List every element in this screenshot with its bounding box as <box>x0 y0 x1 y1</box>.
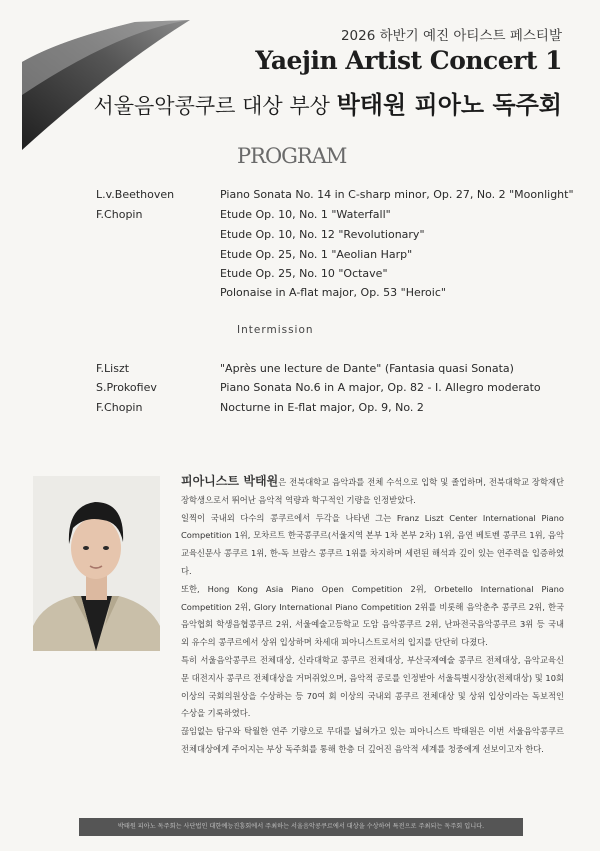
piece-title: Etude Op. 25, No. 1 "Aeolian Harp" <box>220 248 413 261</box>
bio-paragraph: 일찍이 국내외 다수의 콩쿠르에서 두각을 나타낸 그는 Franz Liszt Center International Piano Competition 1위, 모차르트 한국콩쿠르(서울지역 본부 1차 본부 2차) 1위, 음연 베토벤 콩쿠르 1위, 음악교육신문사 콩쿠르 1위, 한-독 브람스 콩쿠르 1위를 차지하며 세련된 해석과 깊이 있는 연주력을 입증하였다. <box>181 512 564 576</box>
composer: L.v.Beethoven <box>96 188 175 201</box>
program-row <box>0 188 600 208</box>
program-row <box>0 362 600 382</box>
program-row <box>0 248 600 268</box>
program-heading: PROGRAM <box>237 144 347 168</box>
program-row <box>0 381 600 401</box>
bio-paragraph: 특히 서울음악콩쿠르 전체대상, 신라대학교 콩쿠르 전체대상, 부산국제예술 콩쿠르 전체대상, 음악교육신문 대전지사 콩쿠르 전체대상을 거머쥐었으며, 음악적 공로를 인정받아 서울특별시장상(전체대상) 및 10회 이상의 국회의원상을 수상하는 등 70여 회 이상의 국내외 콩쿠르 전체대상 및 상위 입상이라는 독보적인 수상을 기록하였다. <box>181 654 564 719</box>
bio-paragraph: 끊임없는 탐구와 탁월한 연주 기량으로 무대를 넓혀가고 있는 피아니스트 박태원은 이번 서울음악콩쿠르 전체대상에게 주어지는 부상 독주회를 통해 한층 더 깊어진 음악적 세계를 청중에게 선보이고자 한다. <box>181 726 564 754</box>
footer-note: 박태원 피아노 독주회는 사단법인 대한예능진흥회에서 주최하는 서울음악콩쿠르에서 대상을 수상하여 특전으로 주최되는 독주회 입니다. <box>79 818 523 836</box>
piece-title: Piano Sonata No. 14 in C-sharp minor, Op. 27, No. 2 "Moonlight" <box>220 188 574 201</box>
recital-prefix: 서울음악콩쿠르 대상 부상 <box>93 94 330 118</box>
festival-name: 2026 하반기 예진 아티스트 페스티발 <box>340 28 562 44</box>
piece-title: Polonaise in A-flat major, Op. 53 "Heroic" <box>220 286 446 299</box>
bio-paragraph <box>181 473 564 510</box>
program-row <box>0 401 600 421</box>
corner-decoration <box>0 0 200 160</box>
intermission-label: Intermission <box>237 324 314 336</box>
recital-name: 박태원 피아노 독주회 <box>336 91 562 119</box>
piece-title: Etude Op. 10, No. 1 "Waterfall" <box>220 208 391 221</box>
bio-paragraph: 또한, Hong Kong Asia Piano Open Competition 2위, Orbetello International Piano Competition 2위, Glory International Piano Competition 2위를 비롯해 음악춘추 콩쿠르 2위, 한국음악협회 학생음협콩쿠르 2위, 서울예술고등학교 도암 음악콩쿠르 2위, 난파전국음악콩쿠르 3위 등 국내외 유수의 콩쿠르에서 상위 입상하며 차세대 피아니스트로서의 입지를 단단히 다졌다. <box>181 583 564 648</box>
pianist-photo <box>33 476 160 651</box>
piece-title: Piano Sonata No.6 in A major, Op. 82 - I. Allegro moderato <box>220 381 541 394</box>
composer: F.Liszt <box>96 362 130 375</box>
piece-title: Etude Op. 10, No. 12 "Revolutionary" <box>220 228 425 241</box>
bio-lead: 피아니스트 박태원 <box>181 474 279 488</box>
pianist-portrait <box>33 476 160 651</box>
bio-text: 은 전북대학교 음악과를 전체 수석으로 입학 및 졸업하며, 전북대학교 장학재단 장학생으로서 뛰어난 음악적 역량과 학구적인 기량을 인정받았다. <box>181 477 564 505</box>
piece-title: "Après une lecture de Dante" (Fantasia quasi Sonata) <box>220 362 514 375</box>
program-row <box>0 267 600 287</box>
piece-title: Etude Op. 25, No. 10 "Octave" <box>220 267 388 280</box>
composer: F.Chopin <box>96 208 143 221</box>
pianist-bio <box>181 473 564 759</box>
concert-title: Yaejin Artist Concert 1 <box>255 46 562 75</box>
composer: F.Chopin <box>96 401 143 414</box>
program-row <box>0 228 600 248</box>
composer: S.Prokofiev <box>96 381 157 394</box>
piece-title: Nocturne in E-flat major, Op. 9, No. 2 <box>220 401 424 414</box>
program-row <box>0 208 600 228</box>
recital-title <box>93 85 562 120</box>
program-row <box>0 286 600 306</box>
